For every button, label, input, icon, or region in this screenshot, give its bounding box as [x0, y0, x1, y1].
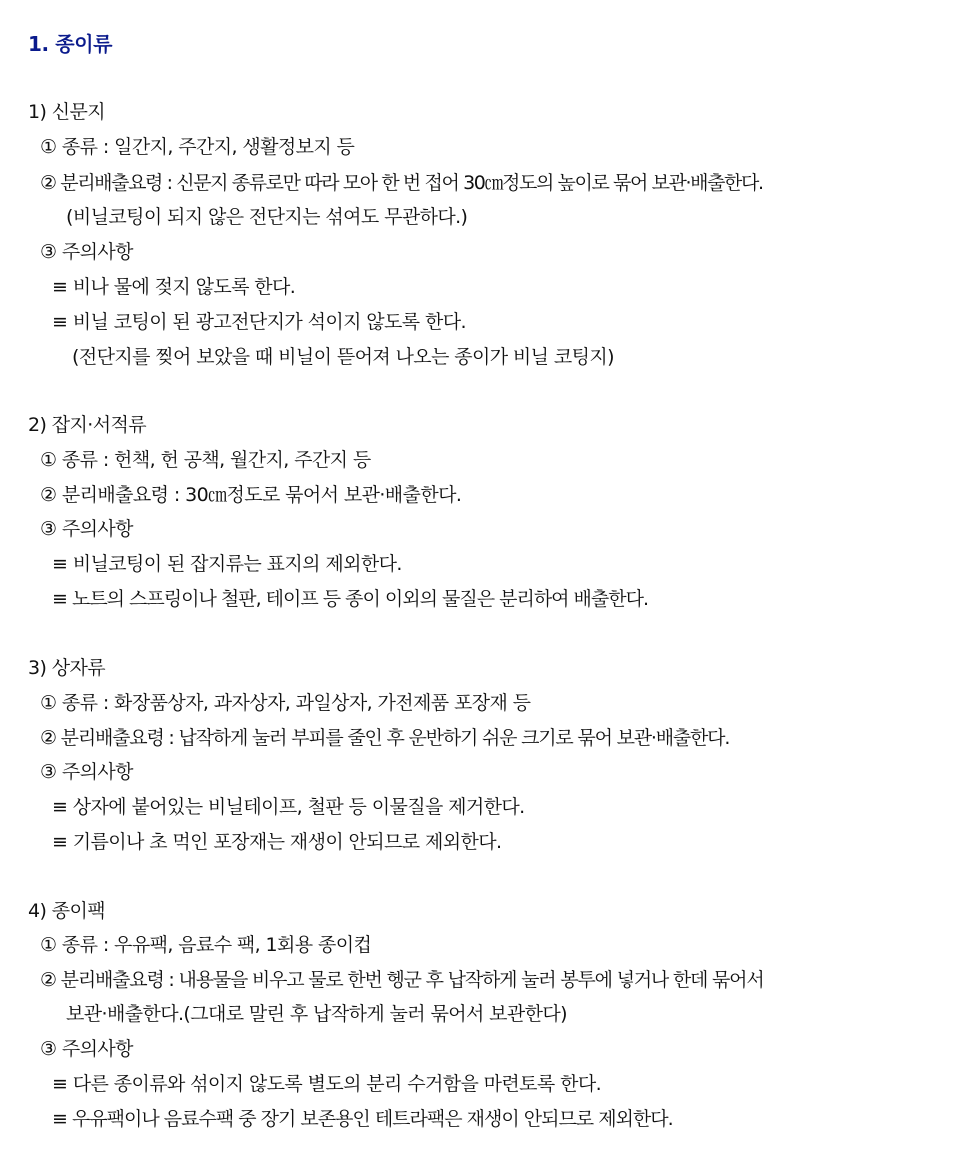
section-line: ≡ 비나 물에 젖지 않도록 한다. — [52, 276, 296, 298]
section-line: (비닐코팅이 되지 않은 전단지는 섞여도 무관하다.) — [66, 206, 468, 228]
section-line: ③ 주의사항 — [40, 518, 133, 540]
section-line: ≡ 비닐코팅이 된 잡지류는 표지의 제외한다. — [52, 553, 402, 575]
section-line: ≡ 노트의 스프링이나 철판, 테이프 등 종이 이외의 물질은 분리하여 배출한다. — [52, 588, 649, 610]
section-line: ③ 주의사항 — [40, 761, 133, 783]
section-heading: 3) 상자류 — [28, 657, 106, 679]
section-line: ② 분리배출요령 : 납작하게 눌러 부피를 줄인 후 운반하기 쉬운 크기로 묶어 보관·배출한다. — [40, 727, 730, 749]
section-heading: 2) 잡지·서적류 — [28, 414, 146, 436]
section-line: ② 분리배출요령 : 30㎝정도로 묶어서 보관·배출한다. — [40, 484, 462, 506]
document-title: 1. 종이류 — [28, 32, 113, 56]
section-line: ① 종류 : 우유팩, 음료수 팩, 1회용 종이컵 — [40, 934, 372, 956]
section-line: ≡ 우유팩이나 음료수팩 중 장기 보존용인 테트라팩은 재생이 안되므로 제외한다. — [52, 1108, 673, 1130]
section-line: (전단지를 찢어 보았을 때 비닐이 뜯어져 나오는 종이가 비닐 코팅지) — [72, 346, 614, 368]
section-line: ③ 주의사항 — [40, 1038, 133, 1060]
section-heading: 1) 신문지 — [28, 101, 106, 123]
section-line: ③ 주의사항 — [40, 241, 133, 263]
section-line: 보관·배출한다.(그대로 말린 후 납작하게 눌러 묶어서 보관한다) — [66, 1003, 567, 1025]
section-line: ≡ 상자에 붙어있는 비닐테이프, 철판 등 이물질을 제거한다. — [52, 796, 525, 818]
section-line: ② 분리배출요령 : 내용물을 비우고 물로 한번 헹군 후 납작하게 눌러 봉투에 넣거나 한데 묶어서 — [40, 969, 764, 991]
section-line: ① 종류 : 일간지, 주간지, 생활정보지 등 — [40, 136, 355, 158]
section-line: ① 종류 : 헌책, 헌 공책, 월간지, 주간지 등 — [40, 449, 371, 471]
section-line: ≡ 다른 종이류와 섞이지 않도록 별도의 분리 수거함을 마련토록 한다. — [52, 1073, 602, 1095]
section-line: ② 분리배출요령 : 신문지 종류로만 따라 모아 한 번 접어 30㎝정도의 높이로 묶어 보관·배출한다. — [40, 172, 763, 194]
section-line: ① 종류 : 화장품상자, 과자상자, 과일상자, 가전제품 포장재 등 — [40, 692, 531, 714]
section-line: ≡ 기름이나 초 먹인 포장재는 재생이 안되므로 제외한다. — [52, 831, 502, 853]
section-line: ≡ 비닐 코팅이 된 광고전단지가 석이지 않도록 한다. — [52, 311, 466, 333]
section-heading: 4) 종이팩 — [28, 900, 106, 922]
